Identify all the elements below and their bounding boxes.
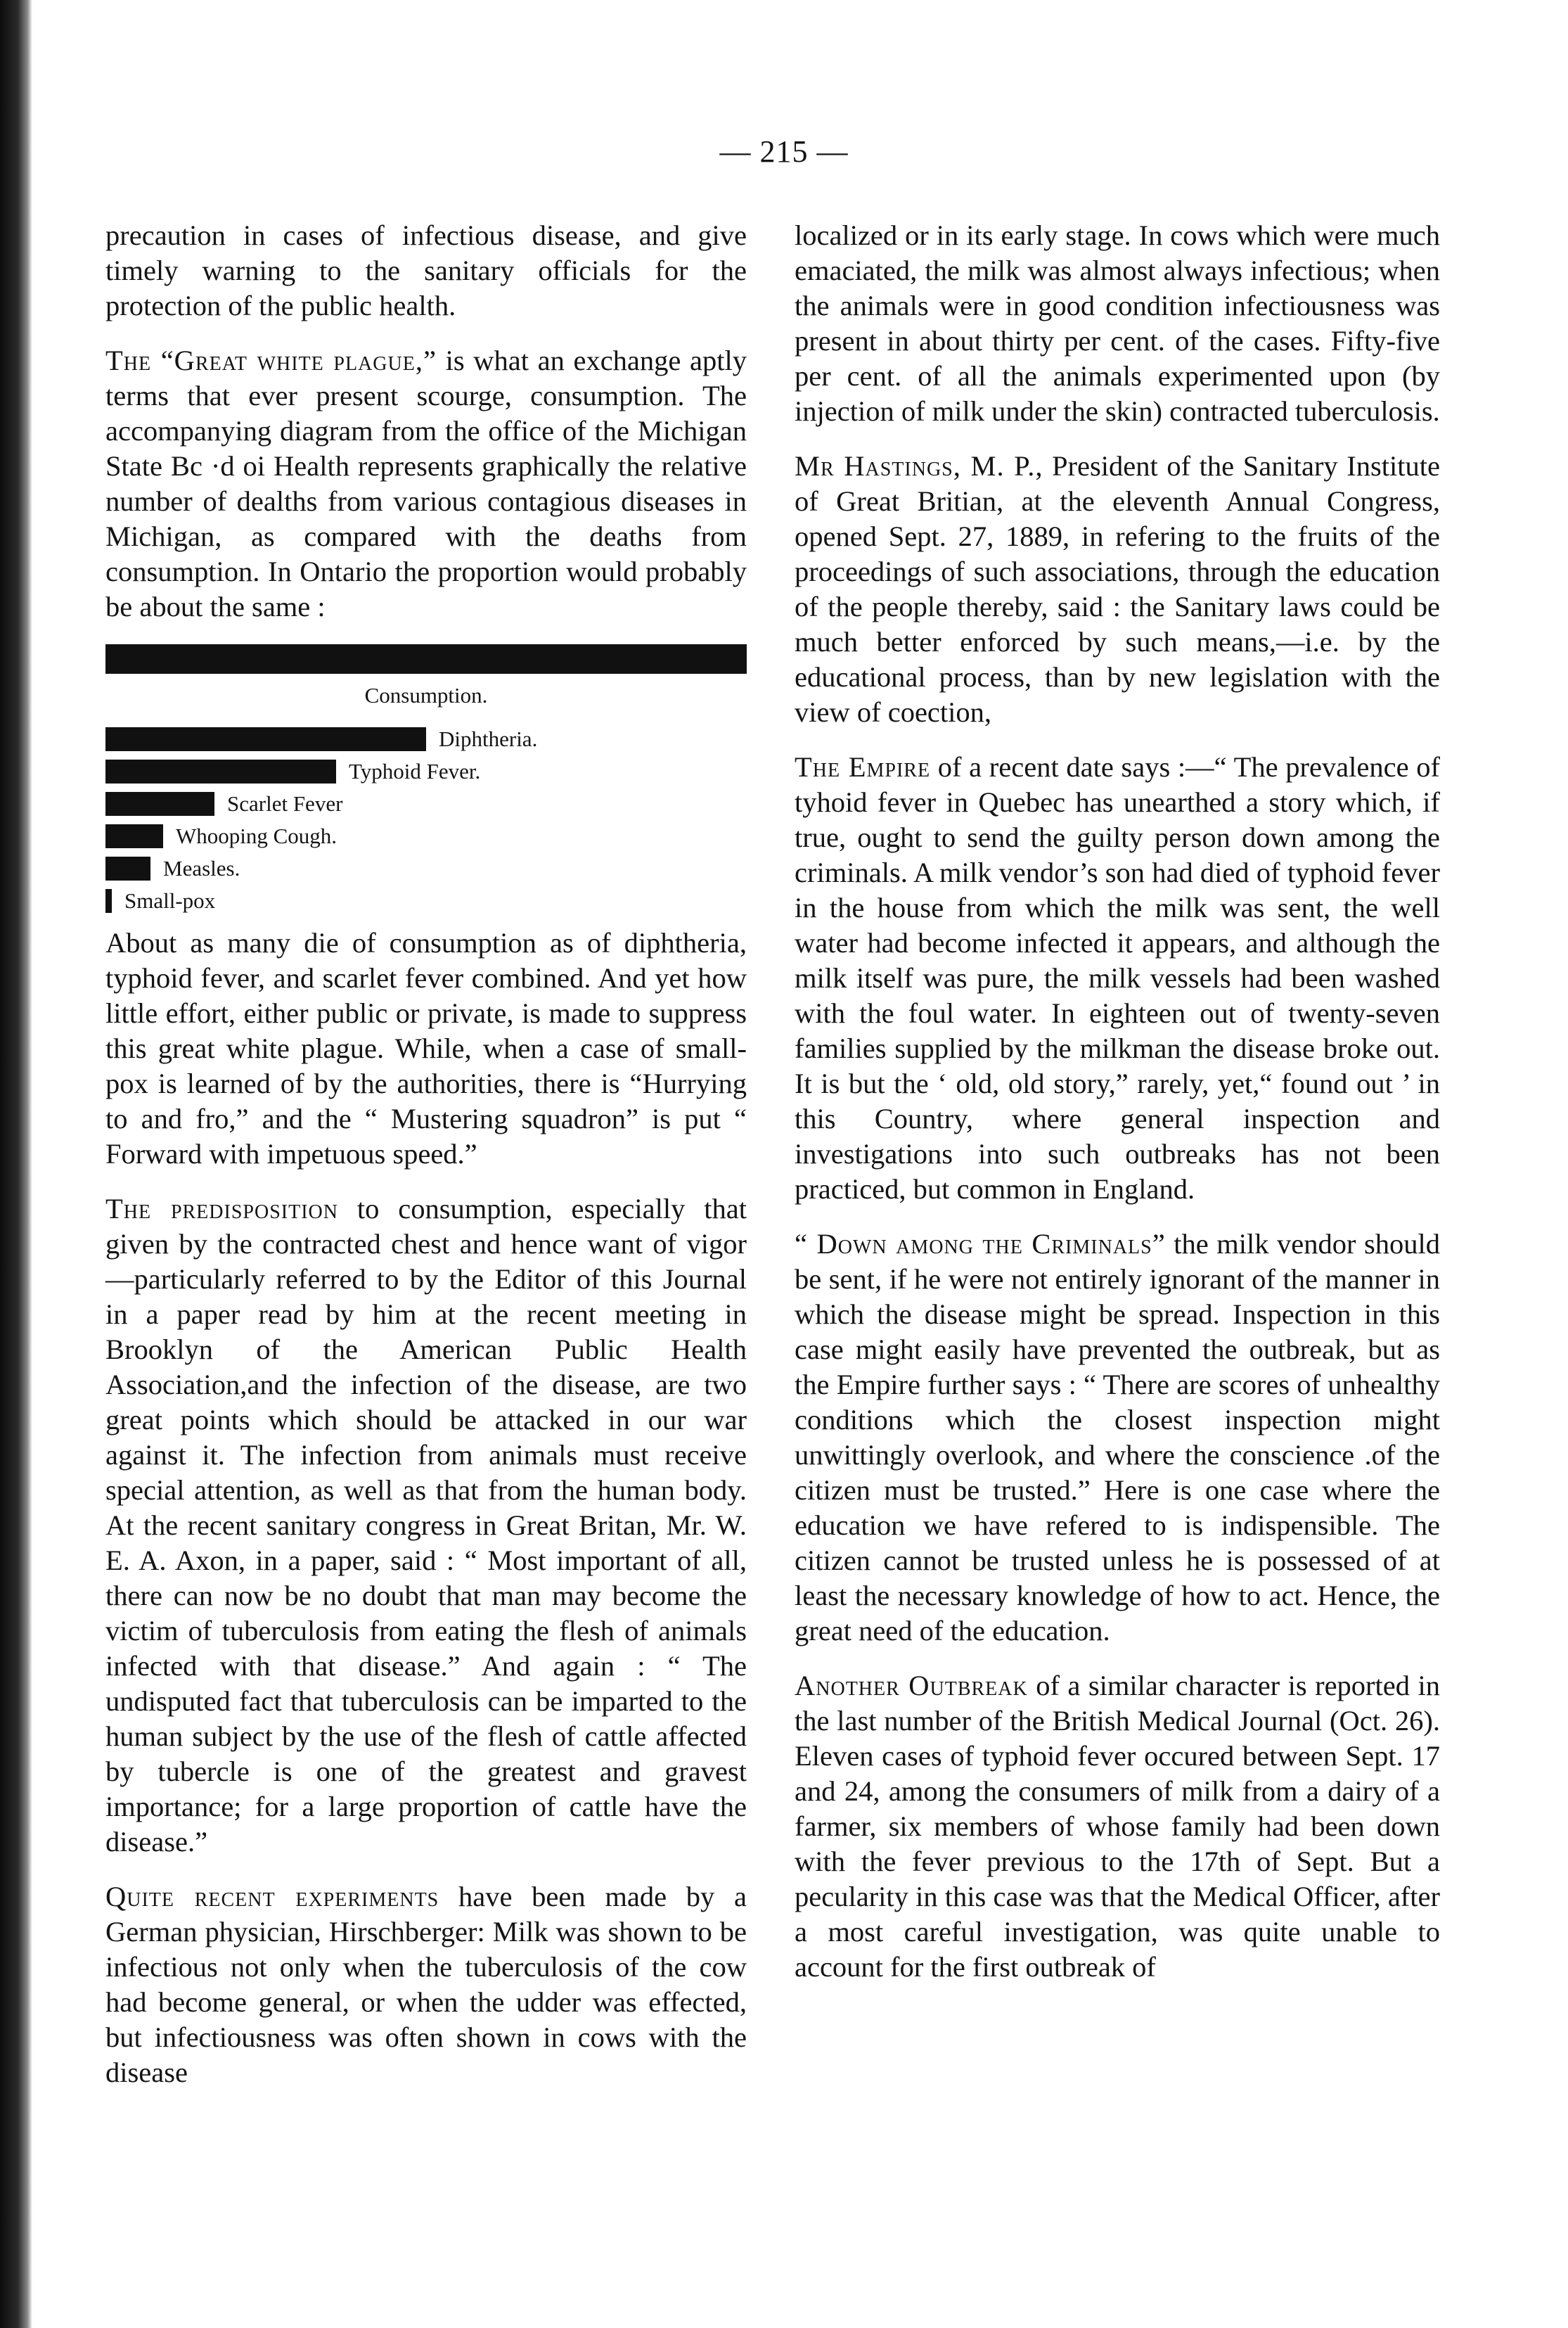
deaths-bar-diagram [105,644,747,917]
bar-label: Consumption. [364,683,488,708]
paragraph-body: to consumption, especially that given by the contracted chest and hence want of vigor—particularly referred to by the Editor of this Journal in a paper read by him at the recent meeting in Brooklyn of the American Public Health Association,and the infection of the disease, are two great points which should be attacked in our war against it. The infection from animals must receive special attention, as well as that from the human body. At the recent sanitary congress in Great Britan, Mr. W. E. A. Axon, in a paper, said : “ Most important of all, there can now be no doubt that man may become the victim of tuberculosis from eating the flesh of animals infected with that disease.” And again : “ The undisputed fact that tuberculosis can be imparted to the human subject by the use of the flesh of cattle affected by tubercle is one of the greatest and gravest importance; for a large proportion of cattle have the disease.” [105,1193,747,1857]
paragraph [795,1227,1440,1649]
paragraph-body: the milk vendor should be sent, if he were not entirely ignorant of the manner in which the disease might be spread. Inspection in this case might easily have prevented the outbreak, but as the Empire further says : “ There are scores of unhealthy conditions which the closest inspection might unwittingly overlook, and where the conscience .of the citizen must be trusted.” Here is one case where the education we have refered to is indispensible. The citizen cannot be trusted unless he is possessed of at least the necessary knowledge of how to act. Hence, the great need of the education. [795,1228,1440,1646]
bar-row [105,820,747,852]
right-column [795,218,1440,2004]
paragraph-lead: “ Down among the Criminals” [795,1228,1166,1260]
paragraph-body: of a recent date says :—“ The prevalence of tyhoid fever in Quebec has unearthed a story which, if true, ought to send the guilty person down among the criminals. A milk vendor’s son had died of typhoid fever in the house from which the milk was sent, the well water had become infected it appears, and although the milk itself was pure, the milk vessels had been washed with the foul water. In eighteen out of twenty-seven families supplied by the milkman the disease broke out. It is but the ‘ old, old story,” rarely, yet,“ found out ’ in this Country, where general inspection and investigations into such outbreaks has not been practiced, but common in England. [795,751,1440,1205]
paragraph: precaution in cases of infectious disease, and give timely warning to the sanitary officials for the protection of the public health. [105,219,747,321]
paragraph-body: have been made by a German physician, Hirschberger: Milk was shown to be infectious not only when the tuberculosis of the cow had become general, or when the udder was effected, but infectiousness was often shown in cows with the disease [105,1881,747,2088]
bar [105,760,336,784]
bar-row [105,788,747,820]
bar-row [105,755,747,788]
bar [105,889,112,913]
page-binding-edge [0,0,32,2328]
bar-label: Measles. [163,856,240,881]
paragraph [105,1879,747,2090]
left-column [105,218,747,2110]
paragraph-lead: The “Great white plague,” [105,345,437,376]
bar-row [105,885,747,917]
paragraph-lead: Mr Hastings, M. P., [795,450,1043,482]
paragraph [795,449,1440,730]
paragraph [795,1668,1440,1985]
bar-label: Typhoid Fever. [349,759,481,784]
paragraph-lead: Another Outbreak [795,1670,1028,1701]
paragraph: About as many die of consumption as of diphtheria, typhoid fever, and scarlet fever combined. And yet how little effort, either public or private, is made to suppress this great white plague. While, when a case of small-pox is learned of by the authorities, there is “Hurrying to and fro,” and the “ Mustering squadron” is put “ Forward with impetuous speed.” [105,927,747,1170]
bar-label: Whooping Cough. [176,824,338,848]
page-number: — 215 — [719,134,849,169]
bar [105,792,214,816]
paragraph [105,1191,747,1860]
paragraph-lead: The Empire [795,751,931,783]
bar-row [105,723,747,755]
paragraph-body: President of the Sanitary Institute of Great Britian, at the eleventh Annual Congress, opened Sept. 27, 1889, in refering to the fruits of the proceedings of such associations, through the education of the people thereby, said : the Sanitary laws could be much better enforced by such means,—i.e. by the educational process, than by new legislation with the view of coection, [795,450,1440,728]
paragraph-body: of a similar character is reported in the last number of the British Medical Journal (Oct. 26). Eleven cases of typhoid fever occured between Sept. 17 and 24, among the consumers of milk from a dairy of a farmer, six members of whose family had been down with the fever previous to the 17th of Sept. But a pecularity in this case was that the Medical Officer, after a most careful investigation, was quite unable to account for the first outbreak of [795,1670,1440,1983]
bar-label: Small-pox [124,888,216,913]
paragraph-lead: Quite recent experiments [105,1881,439,1912]
bar-consumption [105,644,747,674]
paragraph: localized or in its early stage. In cows which were much emaciated, the milk was almost always infectious; when the animals were in good condition infectiousness was present in about thirty per cent. of the cases. Fifty-five per cent. of all the animals experimented upon (by injection of milk under the skin) contracted tuberculosis. [795,219,1440,427]
paragraph [105,343,747,625]
paragraph-lead: The predisposition [105,1193,338,1224]
paragraph-body: is what an exchange aptly terms that ever present scourge, consumption. The accompanying diagram from the office of the Michigan State Bc ·d oi Health represents graphically the relative number of dealths from various contagious diseases in Michigan, as compared with the deaths from consumption. In Ontario the proportion would probably be about the same : [105,345,747,622]
bar [105,857,150,881]
bar-label: Diphtheria. [439,727,538,751]
bar [105,824,163,848]
bar-row [105,852,747,885]
bar [105,727,426,751]
bar-label: Scarlet Fever [227,791,343,816]
paragraph [795,750,1440,1207]
